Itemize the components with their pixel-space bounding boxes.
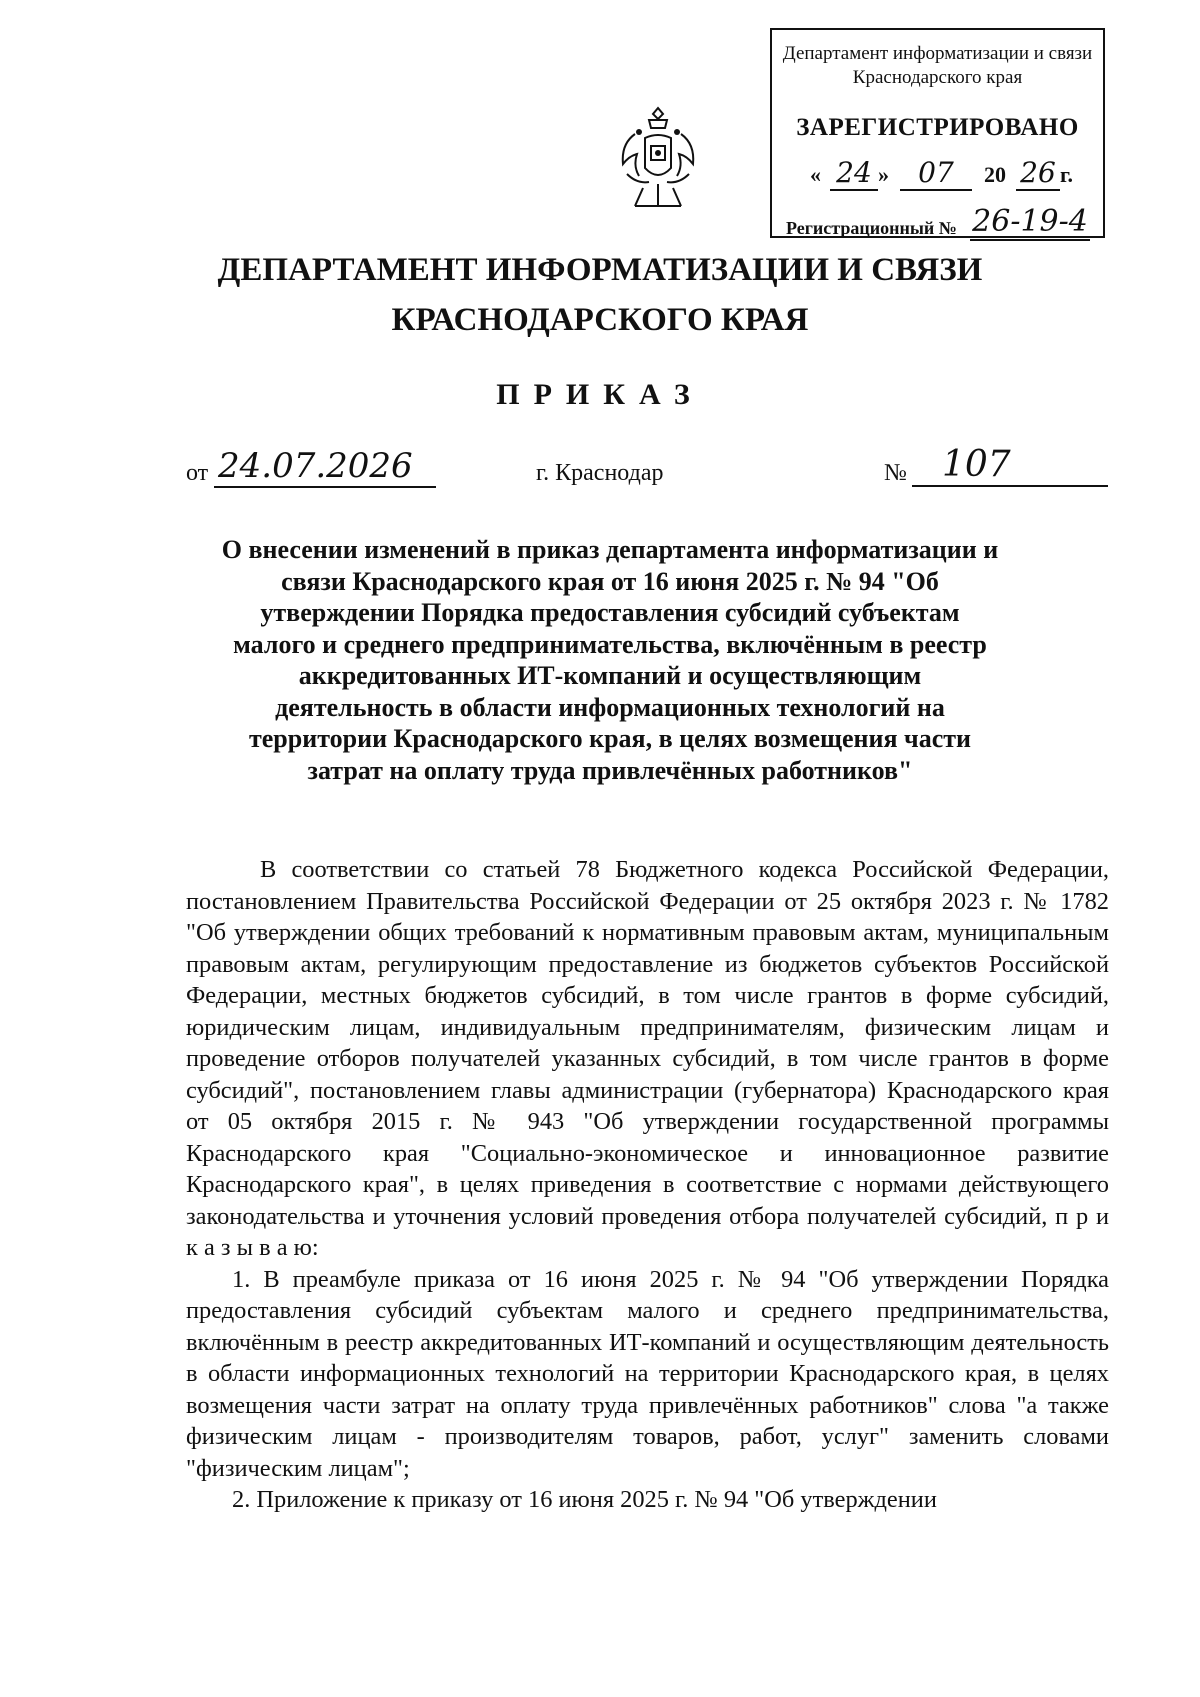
stamp-reg-number: 26-19-4 xyxy=(970,204,1090,241)
order-title: О внесении изменений в приказ департамента информатизации и связи Краснодарского края от 16 июня 2025 г. № 94 "Об утверждении Порядка предоставления субсидий субъектам малого и среднего предпринимательства, включённым в реестр аккредитованных ИТ-компаний и осуществляющим деятельность в области информационных технологий на территории Краснодарского края, в целях возмещения части затрат на оплату труда привлечённых работников" xyxy=(221,535,999,785)
item-1-paragraph: 1. В преамбуле приказа от 16 июня 2025 г. № 94 "Об утверждении Порядка предоставления субсидий субъектам малого и среднего предпринимательства, включённым в реестр аккредитованных ИТ-компаний и осуществляющим деятельность в области информационных технологий на территории Краснодарского края, в целях возмещения части затрат на оплату труда привлечённых работников" слова "а также физическим лицам - производителям товаров, работ, услуг" заменить словами "физическим лицам"; xyxy=(186,1265,1109,1482)
stamp-org-line1: Департамент информатизации и связи xyxy=(782,43,1093,64)
stamp-reg-label: Регистрационный № xyxy=(786,218,957,238)
department-line2: КРАСНОДАРСКОГО КРАЯ xyxy=(391,302,809,338)
stamp-registration-number xyxy=(772,204,1103,246)
department-line1: ДЕПАРТАМЕНТ ИНФОРМАТИЗАЦИИ И СВЯЗИ xyxy=(217,252,983,288)
coat-of-arms-emblem xyxy=(615,104,701,214)
stamp-close-quote: » xyxy=(878,162,889,187)
order-city: г. Краснодар xyxy=(536,460,664,486)
order-date-line xyxy=(0,444,1200,492)
order-body xyxy=(186,854,1109,1516)
stamp-day: 24 xyxy=(830,156,878,191)
order-number: 107 xyxy=(912,444,1108,487)
stamp-org-line2: Краснодарского края xyxy=(852,67,1023,88)
order-date-prefix: от xyxy=(186,460,209,486)
stamp-date xyxy=(772,156,1103,194)
registration-stamp xyxy=(770,28,1105,238)
stamp-year-prefix: 20 xyxy=(984,162,1006,187)
department-heading xyxy=(0,245,1200,345)
stamp-registered-label: ЗАРЕГИСТРИРОВАНО xyxy=(796,114,1079,141)
document-type-title: ПРИКАЗ xyxy=(496,378,704,411)
preamble-paragraph: В соответствии со статьей 78 Бюджетного кодекса Российской Федерации, постановлением Правительства Российской Федерации от 25 октября 2023 г. № 1782 "Об утверждении общих требований к нормативным правовым актам, муниципальным правовым актам, регулирующим предоставление из бюджетов субъектов Российской Федерации, местных бюджетов субсидий, в том числе грантов в форме субсидий, юридическим лицам, индивидуальным предпринимателям, физическим лицам и проведение отборов получателей указанных субсидий, в том числе грантов в форме субсидий", постановлением главы администрации (губернатора) Краснодарского края от 05 октября 2015 г. № 943 "Об утверждении государственной программы Краснодарского края "Социально-экономическое и инновационное развитие Краснодарского края", в целях приведения в соответствие с нормами действующего законодательства и уточнения условий проведения отбора получателей субсидий, п р и к а з ы в а ю: xyxy=(186,856,1109,1261)
stamp-year-letter: г. xyxy=(1060,162,1074,187)
stamp-open-quote: « xyxy=(810,162,821,187)
stamp-year-suffix: 26 xyxy=(1016,156,1060,191)
stamp-month: 07 xyxy=(900,156,972,191)
order-number-label: № xyxy=(884,460,907,486)
stamp-organization xyxy=(772,42,1103,90)
item-2-paragraph: 2. Приложение к приказу от 16 июня 2025 г. № 94 "Об утверждении xyxy=(232,1486,937,1513)
order-date: 24.07.2026 xyxy=(214,446,436,488)
